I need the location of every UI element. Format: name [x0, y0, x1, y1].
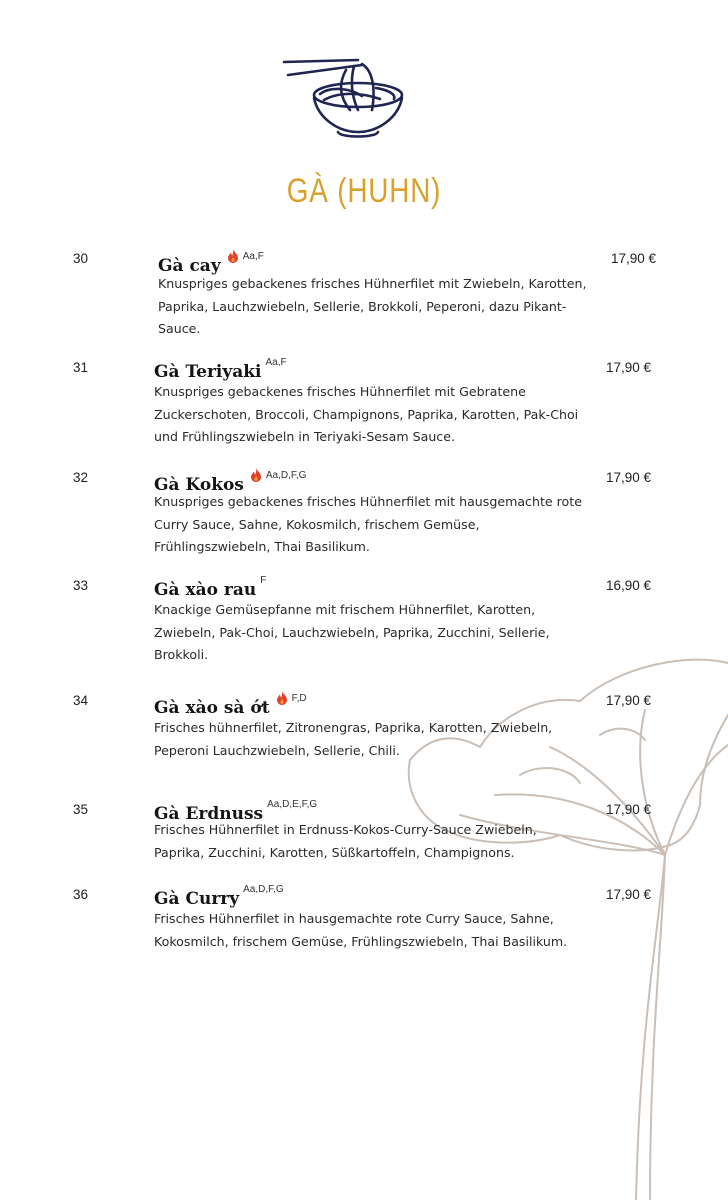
item-number: 31 — [73, 360, 89, 375]
allergen-codes: Aa,D,F,G — [265, 470, 307, 481]
allergen-codes: Aa,D,E,F,G — [267, 799, 318, 810]
menu-item — [0, 352, 728, 452]
item-name: Gà Teriyaki — [154, 362, 262, 382]
item-description: Knuspriges gebackenes frisches Hühnerfilet mit Zwiebeln, Karotten, Paprika, Lauchzwiebeln, Sellerie, Brokkoli, Peperoni, dazu Pikant-Sauce. — [158, 276, 587, 336]
item-price: 17,90 € — [606, 887, 652, 902]
item-description: Frisches Hühnerfilet in hausgemachte rote Curry Sauce, Sahne, Kokosmilch, frischem Gemüse, Frühlingszwiebeln, Thai Basilikum. — [154, 911, 568, 949]
menu-item — [0, 879, 728, 979]
item-description: Knackige Gemüsepfanne mit frischem Hühnerfilet, Karotten, Zwiebeln, Pak-Choi, Lauchzwiebeln, Paprika, Zucchini, Sellerie, Brokkoli. — [154, 602, 550, 662]
menu-item — [0, 462, 728, 562]
page-title: GÀ (HUHN) — [286, 172, 442, 210]
item-number: 34 — [73, 693, 89, 708]
item-number: 35 — [73, 802, 89, 817]
allergen-codes: Aa,F — [265, 357, 287, 368]
allergen-codes: F — [260, 575, 267, 586]
spicy-fire-icon — [227, 248, 239, 262]
item-price: 17,90 € — [611, 251, 657, 266]
menu-item — [0, 685, 728, 785]
menu-item — [0, 570, 728, 670]
item-price: 17,90 € — [606, 693, 652, 708]
allergen-codes: Aa,F — [242, 251, 264, 262]
item-name: Gà xào rau — [154, 580, 257, 600]
item-description: Knuspriges gebackenes frisches Hühnerfilet mit Gebratene Zuckerschoten, Broccoli, Champignons, Paprika, Karotten, Pak-Choi und Frühlingszwiebeln in Teriyaki-Sesam Sauce. — [154, 384, 579, 444]
item-number: 33 — [73, 578, 89, 593]
menu-item — [0, 243, 728, 343]
item-name: Gà xào sà ớt — [154, 698, 270, 718]
allergen-codes: Aa,D,F,G — [243, 884, 284, 895]
allergen-codes: F,D — [291, 693, 307, 704]
item-price: 17,90 € — [606, 470, 652, 485]
item-price: 17,90 € — [606, 802, 652, 817]
item-number: 36 — [73, 887, 89, 902]
item-name: Gà Kokos — [154, 475, 244, 495]
item-description: Frisches Hühnerfilet in Erdnuss-Kokos-Curry-Sauce Zwiebeln, Paprika, Zucchini, Karotten, Süßkartoffeln, Champignons. — [154, 822, 537, 860]
item-description: Knuspriges gebackenes frisches Hühnerfilet mit hausgemachte rote Curry Sauce, Sahne, Kokosmilch, frischem Gemüse, Frühlingszwiebeln, Thai Basilikum. — [154, 494, 582, 554]
spicy-fire-icon — [276, 690, 288, 704]
item-name: Gà Curry — [154, 889, 240, 909]
item-name: Gà cay — [158, 256, 221, 276]
noodle-bowl-chopsticks-icon — [280, 52, 410, 142]
item-description: Frisches hühnerfilet, Zitronengras, Paprika, Karotten, Zwiebeln, Peperoni Lauchzwiebeln, Sellerie, Chili. — [154, 720, 553, 758]
spicy-fire-icon — [250, 467, 262, 481]
item-price: 17,90 € — [606, 360, 652, 375]
item-number: 30 — [73, 251, 89, 266]
item-price: 16,90 € — [606, 578, 652, 593]
item-name: Gà Erdnuss — [154, 804, 264, 824]
item-number: 32 — [73, 470, 89, 485]
